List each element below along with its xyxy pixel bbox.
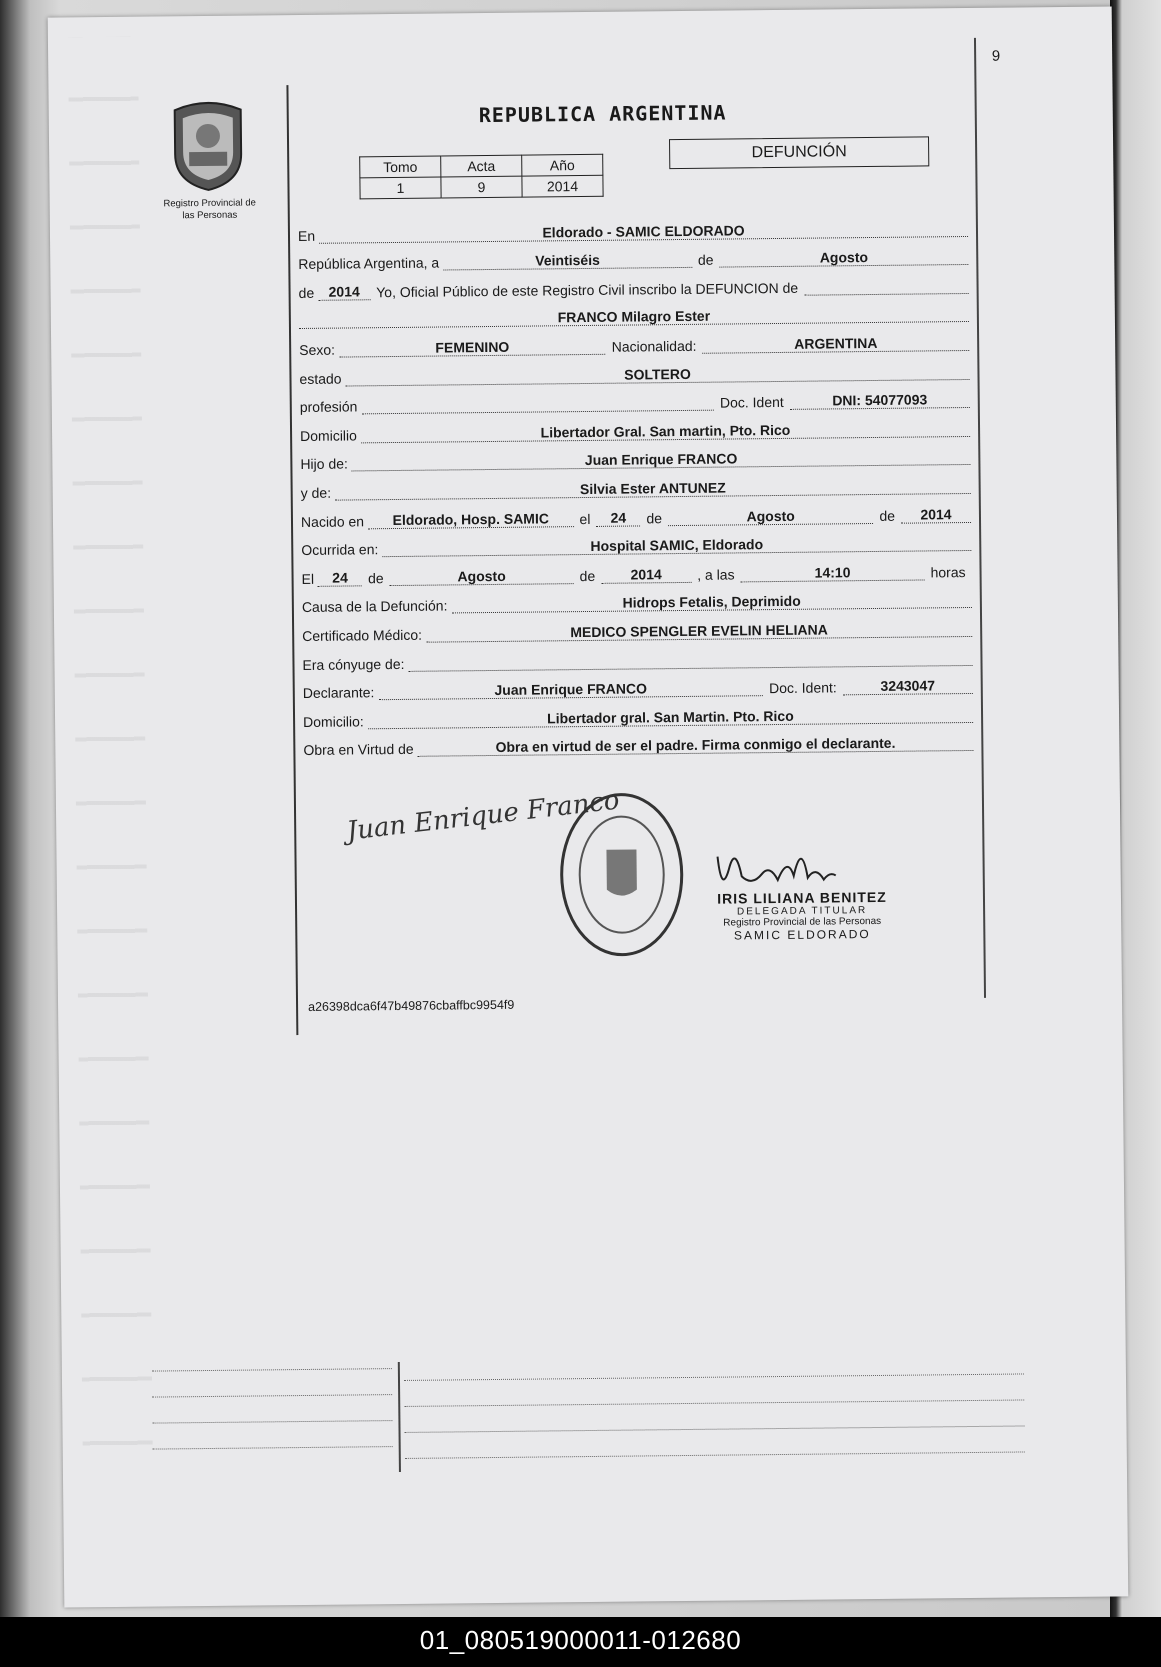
field-lugar: Eldorado - SAMIC ELDORADO bbox=[319, 220, 968, 244]
binding-holes bbox=[68, 37, 153, 1458]
field-estado: SOLTERO bbox=[345, 363, 969, 387]
value-acta: 9 bbox=[441, 176, 522, 198]
record-hash: a26398dca6f47b49876cbaffbc9954f9 bbox=[308, 997, 515, 1014]
row-ocurrida: Ocurrida en: Hospital SAMIC, Eldorado bbox=[301, 523, 971, 559]
official-registry: Registro Provincial de las Personas bbox=[723, 915, 882, 929]
value-tomo: 1 bbox=[360, 177, 441, 199]
record-type-box: DEFUNCIÓN bbox=[669, 136, 929, 169]
left-margin-rule bbox=[286, 85, 298, 1035]
field-obra: Obra en virtud de ser el padre. Firma conmigo el declarante. bbox=[418, 734, 974, 757]
notes-line bbox=[405, 1451, 1025, 1458]
notes-line bbox=[404, 1373, 1024, 1380]
notes-line bbox=[152, 1420, 392, 1424]
official-office: SAMIC ELDORADO bbox=[733, 927, 871, 943]
field-el-dia: 24 bbox=[318, 569, 362, 586]
field-nacionalidad: ARGENTINA bbox=[702, 334, 969, 354]
field-el-mes: Agosto bbox=[390, 567, 574, 586]
declarant-signature: Juan Enrique Franco bbox=[345, 785, 622, 847]
page-number: 9 bbox=[991, 47, 1001, 65]
field-nacido-dia: 24 bbox=[596, 509, 640, 526]
registry-stamp-icon bbox=[556, 789, 688, 960]
row-inscripcion: de 2014 Yo, Oficial Público de este Registro Civil inscribo la DEFUNCION de bbox=[298, 265, 968, 301]
field-hijo-de: Juan Enrique FRANCO bbox=[352, 448, 971, 471]
header-acta: Acta bbox=[441, 155, 522, 177]
field-doc-ident: DNI: 54077093 bbox=[790, 391, 970, 410]
field-el-anio: 2014 bbox=[601, 566, 691, 584]
header-anio: Año bbox=[522, 154, 603, 176]
notes-line bbox=[153, 1446, 393, 1450]
field-declarante-doc: 3243047 bbox=[843, 677, 973, 695]
row-estado: estado SOLTERO bbox=[299, 351, 969, 387]
row-declarante-domicilio: Domicilio: Libertador gral. San Martin. Pto. Rico bbox=[303, 694, 973, 730]
field-declarante: Juan Enrique FRANCO bbox=[378, 679, 763, 700]
row-conyuge: Era cónyuge de: bbox=[302, 637, 972, 673]
field-certificado: MEDICO SPENGLER EVELIN HELIANA bbox=[426, 620, 972, 643]
header-tomo: Tomo bbox=[360, 156, 441, 178]
notes-line bbox=[152, 1394, 392, 1398]
provincial-crest-icon bbox=[169, 96, 248, 193]
notes-line bbox=[152, 1368, 392, 1372]
row-profesion: profesión Doc. Ident DNI: 54077093 bbox=[300, 380, 970, 416]
registry-label: Registro Provincial de las Personas bbox=[163, 197, 256, 222]
field-ocurrida-en: Hospital SAMIC, Eldorado bbox=[382, 534, 971, 557]
field-domicilio: Libertador Gral. San martin, Pto. Rico bbox=[361, 420, 970, 443]
record-form bbox=[298, 208, 974, 758]
field-dia: Veintiséis bbox=[443, 251, 692, 271]
field-declarante-domicilio: Libertador gral. San Martin. Pto. Rico bbox=[368, 706, 973, 729]
field-hora: 14:10 bbox=[740, 563, 924, 582]
notes-line bbox=[405, 1425, 1025, 1432]
notes-divider bbox=[398, 1362, 401, 1472]
notes-line bbox=[404, 1399, 1024, 1406]
field-nacido-anio: 2014 bbox=[901, 506, 971, 524]
row-lugar: En Eldorado - SAMIC ELDORADO bbox=[298, 208, 968, 244]
document-page bbox=[48, 6, 1129, 1607]
row-y-de: y de: Silvia Ester ANTUNEZ bbox=[300, 465, 970, 501]
row-fecha-defuncion: El 24 de Agosto de 2014 , a las 14:10 horas bbox=[301, 563, 966, 587]
field-anio: 2014 bbox=[318, 283, 370, 301]
row-nacido: Nacido en Eldorado, Hosp. SAMIC el 24 de Agosto de 2014 bbox=[301, 494, 971, 530]
field-causa: Hidrops Fetalis, Deprimido bbox=[451, 591, 972, 613]
field-nacido-en: Eldorado, Hosp. SAMIC bbox=[368, 510, 574, 529]
row-certificado: Certificado Médico: MEDICO SPENGLER EVELIN HELIANA bbox=[302, 608, 972, 644]
right-margin-rule bbox=[974, 38, 986, 998]
official-signature-icon bbox=[711, 835, 842, 896]
field-nacido-mes: Agosto bbox=[668, 507, 874, 526]
official-block bbox=[697, 889, 908, 943]
row-domicilio: Domicilio Libertador Gral. San martin, Pto. Rico bbox=[300, 408, 970, 444]
value-anio: 2014 bbox=[522, 175, 603, 197]
row-fecha: República Argentina, a Veintiséis de Agosto bbox=[298, 237, 968, 273]
row-hijo-de: Hijo de: Juan Enrique FRANCO bbox=[300, 437, 970, 473]
official-role: DELEGADA TITULAR bbox=[736, 905, 868, 918]
official-name: IRIS LILIANA BENITEZ bbox=[717, 888, 887, 907]
row-causa: Causa de la Defunción: Hidrops Fetalis, Deprimido bbox=[302, 580, 972, 616]
field-y-de: Silvia Ester ANTUNEZ bbox=[335, 477, 971, 501]
reference-table bbox=[359, 154, 603, 200]
lower-notes-table bbox=[152, 1355, 1033, 1474]
row-obra: Obra en Virtud de Obra en virtud de ser el padre. Firma conmigo el declarante. bbox=[303, 723, 973, 759]
image-caption: 01_080519000011-012680 bbox=[0, 1617, 1161, 1667]
field-mes: Agosto bbox=[719, 248, 968, 268]
field-sexo: FEMENINO bbox=[339, 338, 606, 358]
row-declarante: Declarante: Juan Enrique FRANCO Doc. Ident: 3243047 bbox=[303, 665, 973, 701]
field-nombre: FRANCO Milagro Ester bbox=[299, 305, 969, 329]
row-sexo: Sexo: FEMENINO Nacionalidad: ARGENTINA bbox=[299, 322, 969, 358]
page-title: REPUBLICA ARGENTINA bbox=[478, 100, 727, 128]
